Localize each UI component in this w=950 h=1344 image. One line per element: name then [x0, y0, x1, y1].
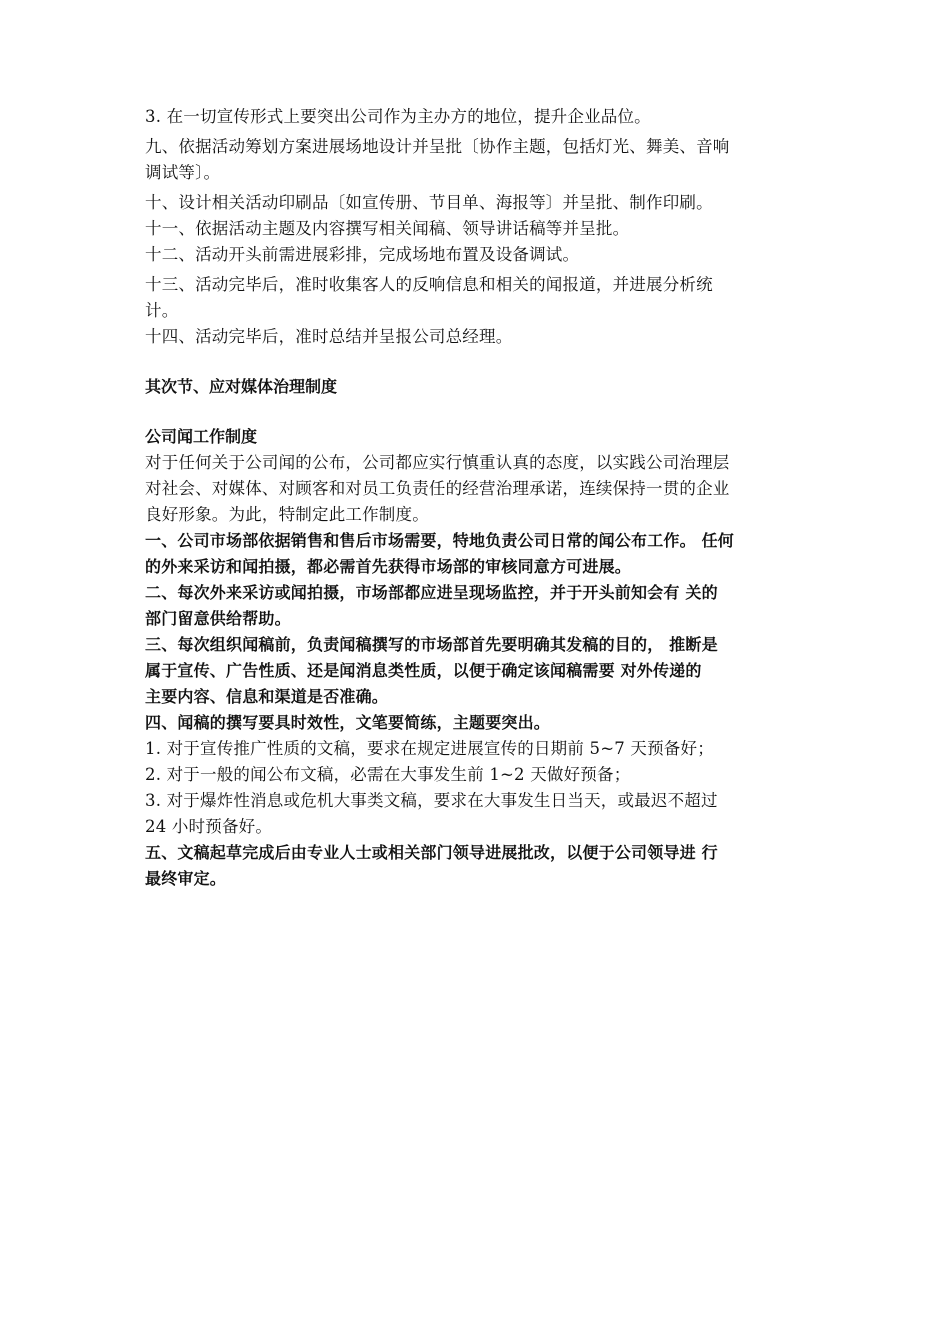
rule-5-line1: 五、文稿起草完成后由专业人士或相关部门领导进展批改，以便于公司领导进 行 [145, 843, 718, 862]
section-heading: 其次节、应对媒体治理制度 [145, 377, 338, 396]
rule-4: 四、闻稿的撰写要具时效性，文笔要简练，主题要突出。 [145, 713, 551, 732]
sub-item-3-line1: 3. 对于爆炸性消息或危机大事类文稿，要求在大事发生日当天，或最迟不超过 [145, 791, 718, 810]
plan-item-10: 十、设计相关活动印刷品〔如宣传册、节目单、海报等〕并呈批、制作印刷。 [145, 193, 713, 212]
plan-item-11: 十一、依据活动主题及内容撰写相关闻稿、领导讲话稿等并呈批。 [145, 219, 630, 238]
plan-item-13-line1: 十三、活动完毕后，准时收集客人的反响信息和相关的闻报道，并进展分析统 [145, 275, 713, 294]
rule-5-line2: 最终审定。 [145, 869, 227, 888]
policy-intro-line2: 对社会、对媒体、对顾客和对员工负责任的经营治理承诺，连续保持一贯的企业 [145, 479, 730, 498]
rule-1-line1: 一、公司市场部依据销售和售后市场需要，特地负责公司日常的闻公布工作。 任何 [145, 531, 734, 550]
rule-1-line2: 的外来采访和闻拍摄，都必需首先获得市场部的审核同意方可进展。 [145, 557, 632, 576]
plan-item-13-line2: 计。 [145, 301, 179, 320]
rule-3-line1: 三、每次组织闻稿前，负责闻稿撰写的市场部首先要明确其发稿的目的， 推断是 [145, 635, 718, 654]
rule-2-line1: 二、每次外来采访或闻拍摄，市场部都应进呈现场监控，并于开头前知会有 关的 [145, 583, 718, 602]
policy-intro-line1: 对于任何关于公司闻的公布，公司都应实行慎重认真的态度，以实践公司治理层 [145, 453, 730, 472]
plan-item-9-line1: 九、依据活动筹划方案进展场地设计并呈批〔协作主题，包括灯光、舞美、音响 [145, 137, 730, 156]
plan-item-9-line2: 调试等〕。 [145, 163, 221, 182]
document-page [145, 104, 817, 892]
rule-2-line2: 部门留意供给帮助。 [145, 609, 291, 628]
policy-intro-line3: 良好形象。为此，特制定此工作制度。 [145, 505, 429, 524]
plan-item-3: 3. 在一切宣传形式上要突出公司作为主办方的地位，提升企业品位。 [145, 107, 651, 126]
plan-item-12: 十二、活动开头前需进展彩排，完成场地布置及设备调试。 [145, 245, 580, 264]
sub-item-2: 2. 对于一般的闻公布文稿，必需在大事发生前 1~2 天做好预备； [145, 765, 631, 784]
rule-3-line2: 属于宣传、广告性质、还是闻消息类性质，以便于确定该闻稿需要 对外传递的 [145, 661, 702, 680]
plan-item-14: 十四、活动完毕后，准时总结并呈报公司总经理。 [145, 327, 513, 346]
sub-item-3-line2: 24 小时预备好。 [145, 817, 273, 836]
rule-3-line3: 主要内容、信息和渠道是否准确。 [145, 687, 389, 706]
sub-item-1: 1. 对于宣传推广性质的文稿，要求在规定进展宣传的日期前 5~7 天预备好； [145, 739, 714, 758]
policy-heading: 公司闻工作制度 [145, 427, 258, 446]
